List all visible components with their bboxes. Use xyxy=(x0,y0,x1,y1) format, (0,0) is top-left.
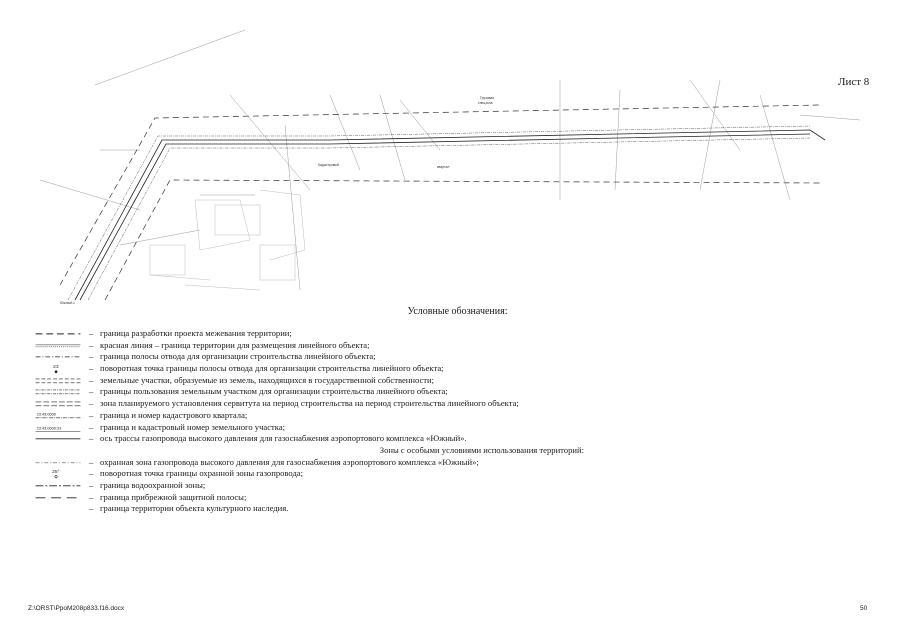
legend-row: – зона планируемого установления сервитута на период строительства на период строительства линейного объекта; xyxy=(34,398,854,410)
zones-heading-row xyxy=(34,445,854,457)
legend-row: – граница разработки проекта межевания территории; xyxy=(34,328,854,340)
zone-row: – охранная зона газопровода высокого давления для газоснабжения аэропортового комплекса «Южный»; xyxy=(34,457,854,469)
map-text-labels xyxy=(60,96,494,305)
legend-row: 23:43:0000 – граница и номер кадастрового квартала; xyxy=(34,410,854,422)
footer-file-path: Z:\ORST\PpoM208p833.f16.docx xyxy=(28,605,125,612)
zones-heading: Зоны с особыми условиями использования территорий: xyxy=(379,444,584,455)
map-background-lines xyxy=(40,30,860,290)
legend-row: – красная линия – граница территории для размещения линейного объекта; xyxy=(34,340,854,352)
svg-text:23:43:0000: 23:43:0000 xyxy=(36,411,56,417)
coastal-strip-icon xyxy=(34,492,82,504)
allotment-strip xyxy=(68,126,810,300)
map-parcels xyxy=(150,190,305,290)
legend-row: – граница полосы отвода для организации строительства линейного объекта; xyxy=(34,351,854,363)
map-label: квартал xyxy=(437,165,450,169)
svg-text:23:43:0000:33: 23:43:0000:33 xyxy=(36,424,62,430)
legend xyxy=(34,328,854,515)
survey-map xyxy=(0,0,905,305)
svg-text:25°: 25° xyxy=(52,470,60,476)
map-label: Грузовая xyxy=(480,96,495,100)
red-line-icon xyxy=(34,340,82,352)
pipeline-route xyxy=(75,130,825,300)
land-use-boundary-icon xyxy=(34,386,82,398)
legend-row: – земельные участки, образуемые из земель, находящихся в государственной собственности; xyxy=(34,375,854,387)
zone-row: 25° – поворотная точка границы охранной зоны газопровода; xyxy=(34,468,854,480)
turning-point-icon xyxy=(34,363,82,375)
legend-title: Условные обозначения: xyxy=(407,306,508,317)
cadastral-parcel-icon xyxy=(34,422,82,434)
zone-row: – граница территории объекта культурного наследия. xyxy=(34,503,854,515)
long-dash-line-icon xyxy=(34,328,82,340)
state-land-parcel-icon xyxy=(34,375,82,387)
map-label: спецзона xyxy=(478,101,493,105)
legend-row: 23 – поворотная точка границы полосы отвода для организации строительства линейного объекта; xyxy=(34,363,854,375)
allotment-strip-line-icon xyxy=(34,351,82,363)
zone-row: – граница водоохранной зоны; xyxy=(34,480,854,492)
servitude-zone-icon xyxy=(34,398,82,410)
pipeline-axis-icon xyxy=(34,433,82,445)
map-label: Кадастровый xyxy=(318,163,339,167)
map-label: Южный-1 xyxy=(60,301,75,305)
project-boundary xyxy=(60,105,820,300)
legend-row: – ось трассы газопровода высокого давления для газоснабжения аэропортового комплекса «Южный». xyxy=(34,433,854,445)
pipeline-protection-zone-icon xyxy=(34,457,82,469)
svg-text:23: 23 xyxy=(53,364,59,370)
heritage-boundary-icon xyxy=(34,503,82,515)
zone-row: – граница прибрежной защитной полосы; xyxy=(34,492,854,504)
protection-turning-point-icon xyxy=(34,468,82,480)
water-protection-zone-icon xyxy=(34,480,82,492)
page-number: 50 xyxy=(860,605,868,612)
legend-row: 23:43:0000:33 – граница и кадастровый номер земельного участка; xyxy=(34,422,854,434)
sheet-label: Лист 8 xyxy=(838,76,870,88)
legend-row: – границы пользования земельным участком для организации строительства линейного объекта; xyxy=(34,386,854,398)
cadastral-quarter-icon xyxy=(34,410,82,422)
